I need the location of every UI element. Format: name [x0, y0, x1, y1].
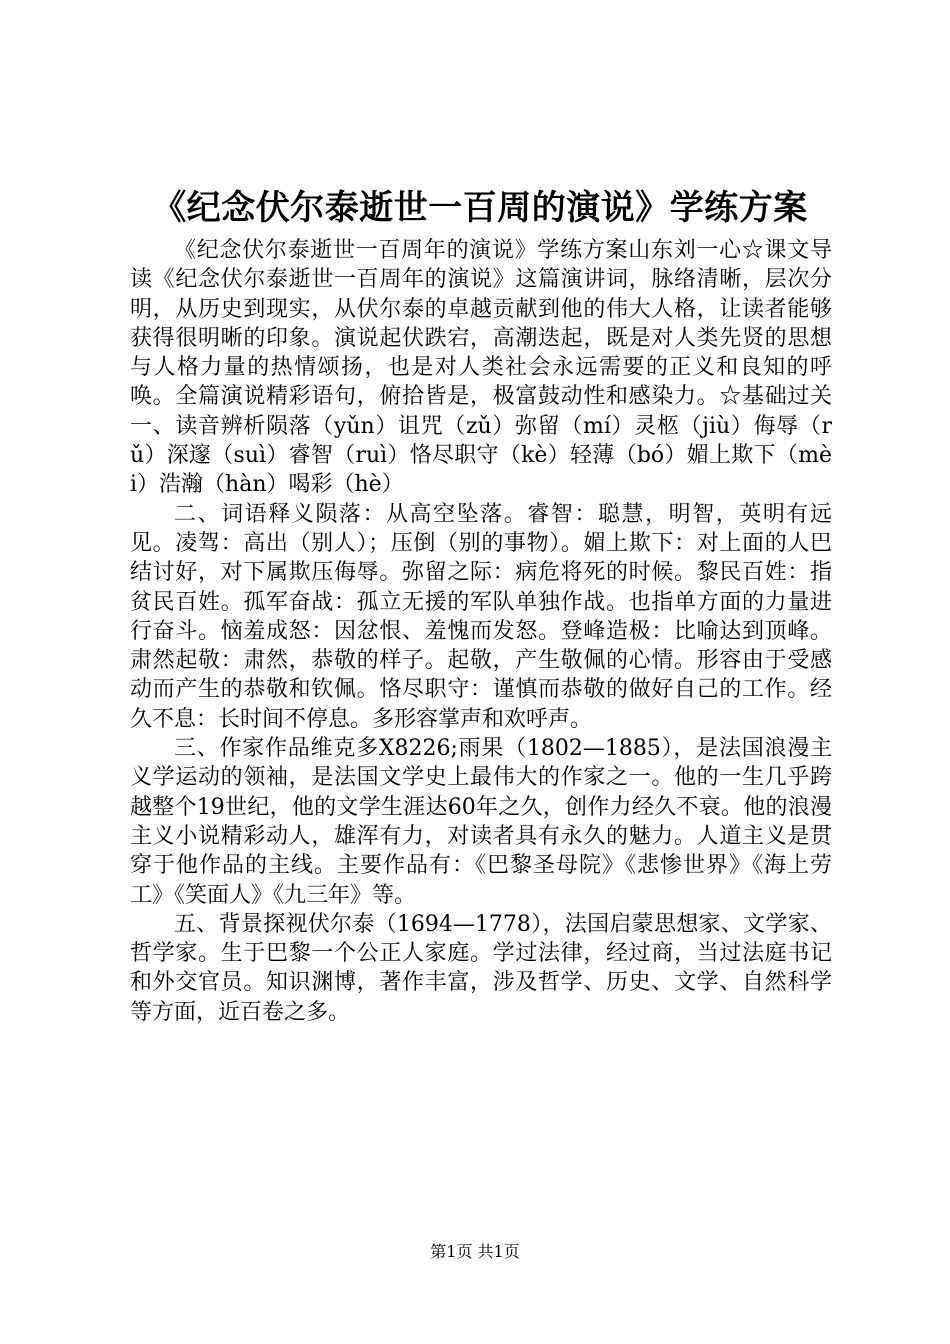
- paragraph-background: 五、背景探视伏尔泰（1694—1778），法国启蒙思想家、文学家、哲学家。生于巴黎一个公正人家庭。学过法律，经过商，当过法庭书记和外交官员。知识渊博，著作丰富，涉及哲学、历史、文学、自然科学等方面，近百卷之多。: [130, 911, 832, 1025]
- document-title: 《纪念伏尔泰逝世一百周的演说》学练方案: [152, 188, 808, 228]
- paragraph-intro: 《纪念伏尔泰逝世一百周年的演说》学练方案山东刘一心☆课文导读《纪念伏尔泰逝世一百周年的演说》这篇演讲词，脉络清晰，层次分明，从历史到现实，从伏尔泰的卓越贡献到他的伟大人格，让读者能够获得很明晰的印象。演说起伏跌宕，高潮迭起，既是对人类先贤的思想与人格力量的热情颂扬，也是对人类社会永远需要的正义和良知的呼唤。全篇演说精彩语句，俯拾皆是，极富鼓动性和感染力。☆基础过关一、读音辨析陨落（yǔn）诅咒（zǔ）弥留（mí）灵柩（jiù）侮辱（rǔ）深邃（suì）睿智（ruì）恪尽职守（kè）轻薄（bó）媚上欺下（mèi）浩瀚（hàn）喝彩（hè）: [130, 238, 832, 498]
- paragraph-author: 三、作家作品维克多X8226;雨果（1802—1885），是法国浪漫主义学运动的领袖，是法国文学史上最伟大的作家之一。他的一生几乎跨越整个19世纪，他的文学生涯达60年之久，创作力经久不衰。他的浪漫主义小说精彩动人，雄浑有力，对读者具有永久的魅力。人道主义是贯穿于他作品的主线。主要作品有：《巴黎圣母院》《悲惨世界》《海上劳工》《笑面人》《九三年》等。: [130, 736, 832, 908]
- paragraph-vocabulary: 二、词语释义陨落：从高空坠落。睿智：聪慧，明智，英明有远见。凌驾：高出（别人）；压倒（别的事物）。媚上欺下：对上面的人巴结讨好，对下属欺压侮辱。弥留之际：病危将死的时候。黎民百姓：指贫民百姓。孤军奋战：孤立无援的军队单独作战。也指单方面的力量进行奋斗。恼羞成怒：因忿恨、羞愧而发怒。登峰造极：比喻达到顶峰。肃然起敬：肃然，恭敬的样子。起敬，产生敬佩的心情。形容由于受感动而产生的恭敬和钦佩。恪尽职守：谨慎而恭敬的做好自己的工作。经久不息：长时间不停息。多形容掌声和欢呼声。: [130, 501, 832, 732]
- page-footer: 第1页 共1页: [430, 1242, 520, 1261]
- document-body: [130, 236, 832, 1027]
